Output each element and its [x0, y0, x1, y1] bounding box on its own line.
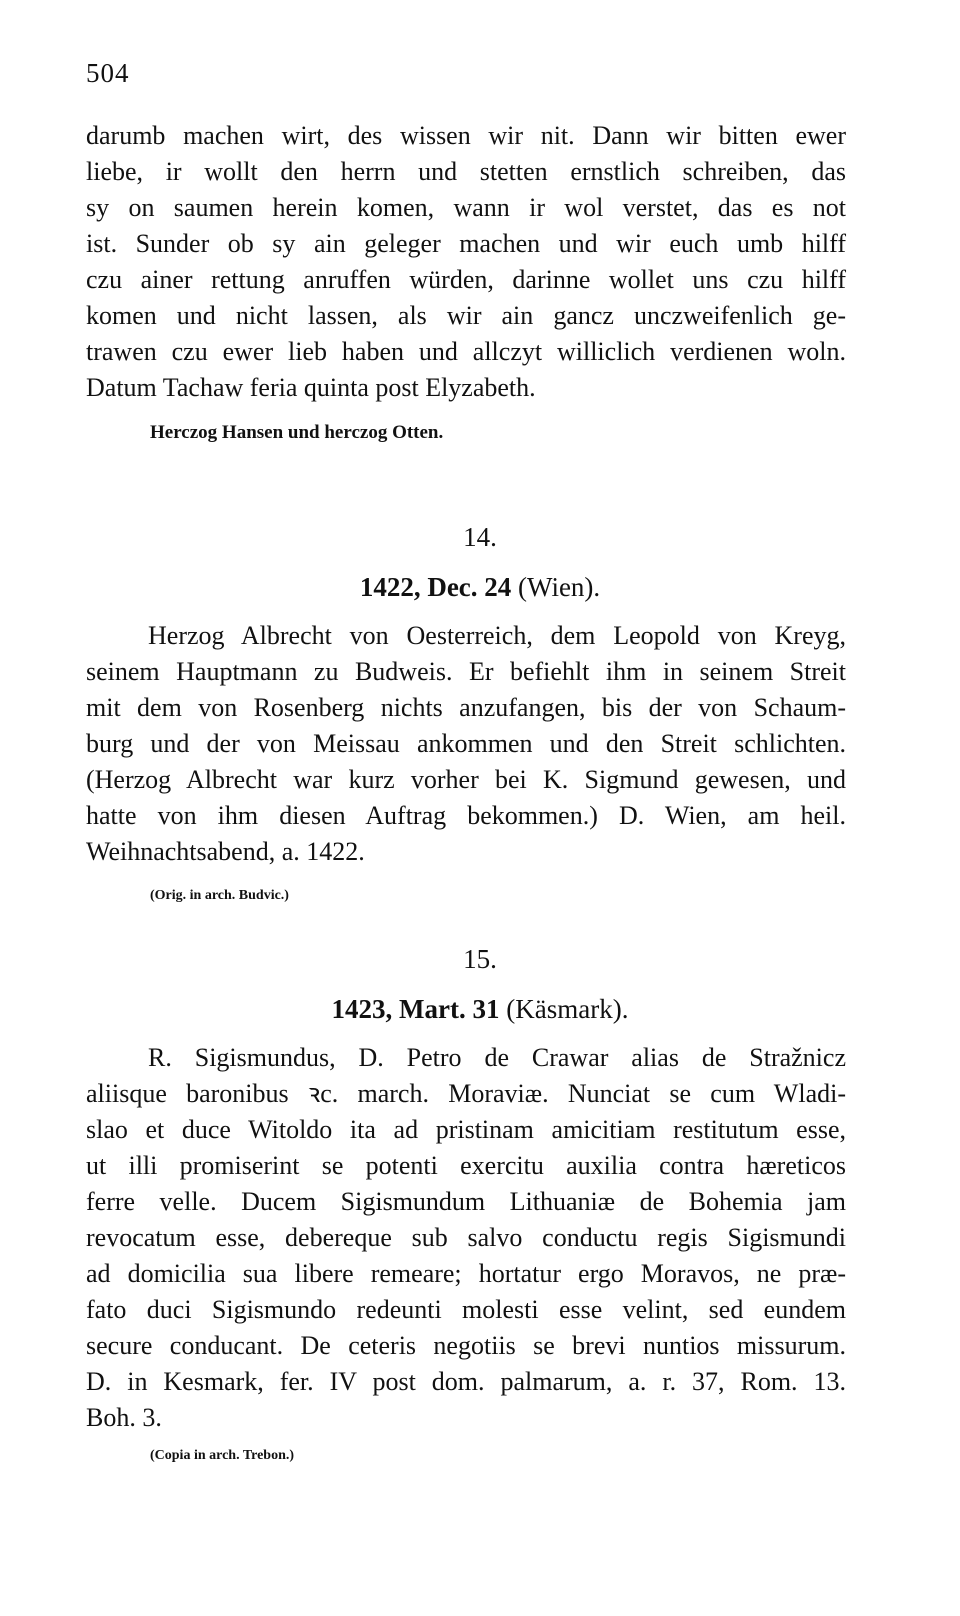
text-line: Weihnachtsabend, a. 1422. [86, 837, 365, 866]
text-line: Datum Tachaw feria quinta post Elyzabeth. [86, 373, 536, 402]
document-number: 14. [463, 522, 497, 552]
text-line: sy on saumen herein komen, wann ir wol verstet, das es not [86, 193, 846, 222]
text-line: seinem Hauptmann zu Budweis. Er befiehlt ihm in seinem Streit [86, 657, 846, 686]
document-regest [86, 618, 846, 870]
text-line: hatte von ihm diesen Auftrag bekommen.) D. Wien, am heil. [86, 801, 846, 830]
text-line: burg und der von Meissau ankommen und den Streit schlichten. [86, 729, 846, 758]
page-number: 504 [86, 58, 130, 88]
text-line: fato duci Sigismundo redeunti molesti esse velint, sed eundem [86, 1295, 846, 1324]
text-line: trawen czu ewer lieb haben und allczyt williclich verdienen woln. [86, 337, 846, 366]
source-note: (Orig. in arch. Budvic.) [150, 888, 289, 903]
document-date-line [0, 994, 960, 1025]
text-line: darumb machen wirt, des wissen wir nit. Dann wir bitten ewer [86, 121, 846, 150]
continuation-text [86, 118, 846, 406]
document-number: 15. [463, 944, 497, 974]
text-line: mit dem von Rosenberg nichts anzufangen, bis der von Schaum- [86, 693, 846, 722]
text-line: liebe, ir wollt den herrn und stetten ernstlich schreiben, das [86, 157, 846, 186]
text-line: aliisque baronibus ꝛc. march. Moraviæ. Nunciat se cum Wladi- [86, 1079, 846, 1108]
text-line: ad domicilia sua libere remeare; hortatur ergo Moravos, ne præ- [86, 1259, 846, 1288]
text-line: czu ainer rettung anruffen würden, darinne wollet uns czu hilff [86, 265, 846, 294]
text-line: komen und nicht lassen, als wir ain gancz unczweifenlich ge- [86, 301, 846, 330]
document-place: (Käsmark). [506, 994, 629, 1024]
document-date-line [0, 572, 960, 603]
document-date: 1423, Mart. 31 [331, 994, 500, 1024]
document-date: 1422, Dec. 24 [359, 572, 512, 602]
text-line: secure conducant. De ceteris negotiis se brevi nuntios missurum. [86, 1331, 846, 1360]
text-line: Herzog Albrecht von Oesterreich, dem Leopold von Kreyg, [148, 621, 846, 650]
text-line: ist. Sunder ob sy ain geleger machen und wir euch umb hilff [86, 229, 846, 258]
text-line: ferre velle. Ducem Sigismundum Lithuaniæ de Bohemia jam [86, 1187, 846, 1216]
text-line: (Herzog Albrecht war kurz vorher bei K. Sigmund gewesen, und [86, 765, 846, 794]
text-line: R. Sigismundus, D. Petro de Crawar alias de Stražnicz [148, 1043, 846, 1072]
document-regest [86, 1040, 846, 1436]
text-line: slao et duce Witoldo ita ad pristinam amicitiam restitutum esse, [86, 1115, 846, 1144]
text-line: ut illi promiserint se potenti exercitu auxilia contra hæreticos [86, 1151, 846, 1180]
text-line: revocatum esse, debereque sub salvo conductu regis Sigismundi [86, 1223, 846, 1252]
text-line: Boh. 3. [86, 1403, 162, 1432]
document-place: (Wien). [518, 572, 601, 602]
letter-signature: Herczog Hansen und herczog Otten. [150, 422, 444, 443]
source-note: (Copia in arch. Trebon.) [150, 1448, 295, 1463]
text-line: D. in Kesmark, fer. IV post dom. palmarum, a. r. 37, Rom. 13. [86, 1367, 846, 1396]
